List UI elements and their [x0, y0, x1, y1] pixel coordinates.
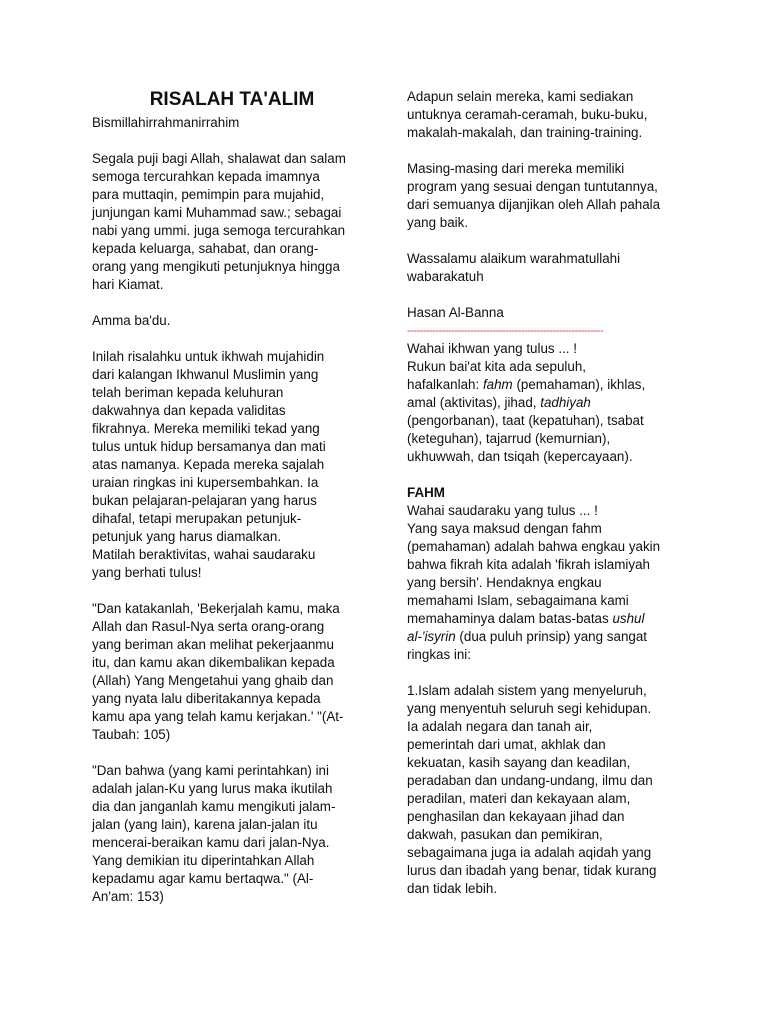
rukun-list [407, 376, 697, 466]
quote-al-anam: "Dan bahwa (yang kami perintahkan) ini adalah jalan-Ku yang lurus maka ikutilah dia dan janganlah kamu mengikuti jalam- jalan (yang lain), karena jalan-jalan itu mencerai-beraikan kamu dari jalan-Nya. Yang demikian itu diperintahkan Allah kepadamu agar kamu bertaqwa." (Al- An'am: 153) [92, 763, 336, 904]
quote-at-taubah: "Dan katakanlah, 'Bekerjalah kamu, maka Allah dan Rasul-Nya serta orang-orang yang beriman akan melihat pekerjaanmu itu, dan kamu akan dikembalikan kepada (Allah) Yang Mengetahui yang ghaib dan yang nyata lalu diberitakannya kepada kamu apa yang telah kamu kerjakan.' "(At- Taubah: 105) [92, 601, 344, 742]
document-title: RISALAH TA'ALIM [149, 89, 315, 110]
section-divider: -------------------------------------------------------------- [407, 325, 604, 337]
basmala-line: Bismillahirrahmanirrahim [92, 115, 240, 130]
paragraph-programs: Masing-masing dari mereka memiliki program yang sesuai dengan tuntutannya, dari semuanya dijanjikan oleh Allah pahala yang baik. [407, 161, 661, 230]
left-column [92, 88, 372, 906]
term-ushul-al-isyrin: ushul al-'isyrin [407, 611, 645, 644]
paragraph-risalah-intro: Inilah risalahku untuk ikhwah mujahidin dari kalangan Ikhwanul Muslimin yang telah beriman kepada keluhuran dakwahnya dan kepada validitas fikrahnya. Mereka memiliki tekad yang tulus untuk hidup bersamanya dan mati atas namanya. Kepada mereka sajalah uraian ringkas ini kupersembahkan. Ia bukan pelajaran-pelajaran yang harus dihafal, tetapi merupakan petunjuk- petunjuk yang harus diamalkan. Matilah beraktivitas, wahai saudaraku yang berhati tulus! [92, 349, 326, 580]
term-tadhiyah: tadhiyah [540, 395, 591, 410]
paragraph-amma-badu: Amma ba'du. [92, 313, 171, 328]
rukun-text-a: hafalkanlah: [407, 377, 483, 392]
author-signature: Hasan Al-Banna [407, 305, 504, 320]
paragraph-praise: Segala puji bagi Allah, shalawat dan salam semoga tercurahkan kepada imamnya para muttaqin, pemimpin para mujahid, junjungan kami Muhammad saw.; sebagai nabi yang ummi. juga semoga tercurahkan kepada keluarga, sahabat, dan orang- orang yang mengikuti petunjuknya hingga hari Kiamat. [92, 151, 346, 292]
closing-salam: Wassalamu alaikum warahmatullahi wabarakatuh [407, 251, 621, 284]
fahm-heading: FAHM [407, 485, 445, 500]
fahm-text-a: Wahai saudaraku yang tulus ... ! Yang saya maksud dengan fahm (pemahaman) adalah bahwa engkau yakin bahwa fikrah kita adalah 'fikrah islamiyah yang bersih'. Hendaknya engkau memahami Islam, sebagaimana kami memahaminya dalam batas-batas [407, 503, 661, 626]
principle-1: 1.Islam adalah sistem yang menyeluruh, yang menyentuh seluruh segi kehidupan. Ia adalah negara dan tanah air, pemerintah dari umat, akhlak dan kekuatan, kasih sayang dan keadilan, peradaban dan undang-undang, ilmu dan peradilan, materi dan kekayaan alam, penghasilan dan kekayaan jihad dan dakwah, pasukan dan pemikiran, sebagaimana juga ia adalah aqidah yang lurus dan ibadah yang benar, tidak kurang dan tidak lebih. [407, 683, 657, 896]
paragraph-provisions: Adapun selain mereka, kami sediakan untuknya ceramah-ceramah, buku-buku, makalah-makalah, dan training-training. [407, 89, 648, 140]
fahm-paragraph [407, 502, 697, 664]
fahm-text-b: (dua puluh prinsip) yang sangat ringkas ini: [407, 629, 648, 662]
term-fahm: fahm [482, 377, 513, 392]
rukun-intro: Wahai ikhwan yang tulus ... ! Rukun bai'at kita ada sepuluh, [407, 341, 586, 374]
rukun-text-c: (pengorbanan), taat (kepatuhan), tsabat (keteguhan), tajarrud (kemurnian), ukhuwwah, dan tsiqah (kepercayaan). [407, 413, 644, 464]
right-column [407, 88, 697, 898]
rukun-text-b: (pemahaman), ikhlas, amal (aktivitas), jihad, [407, 377, 646, 410]
